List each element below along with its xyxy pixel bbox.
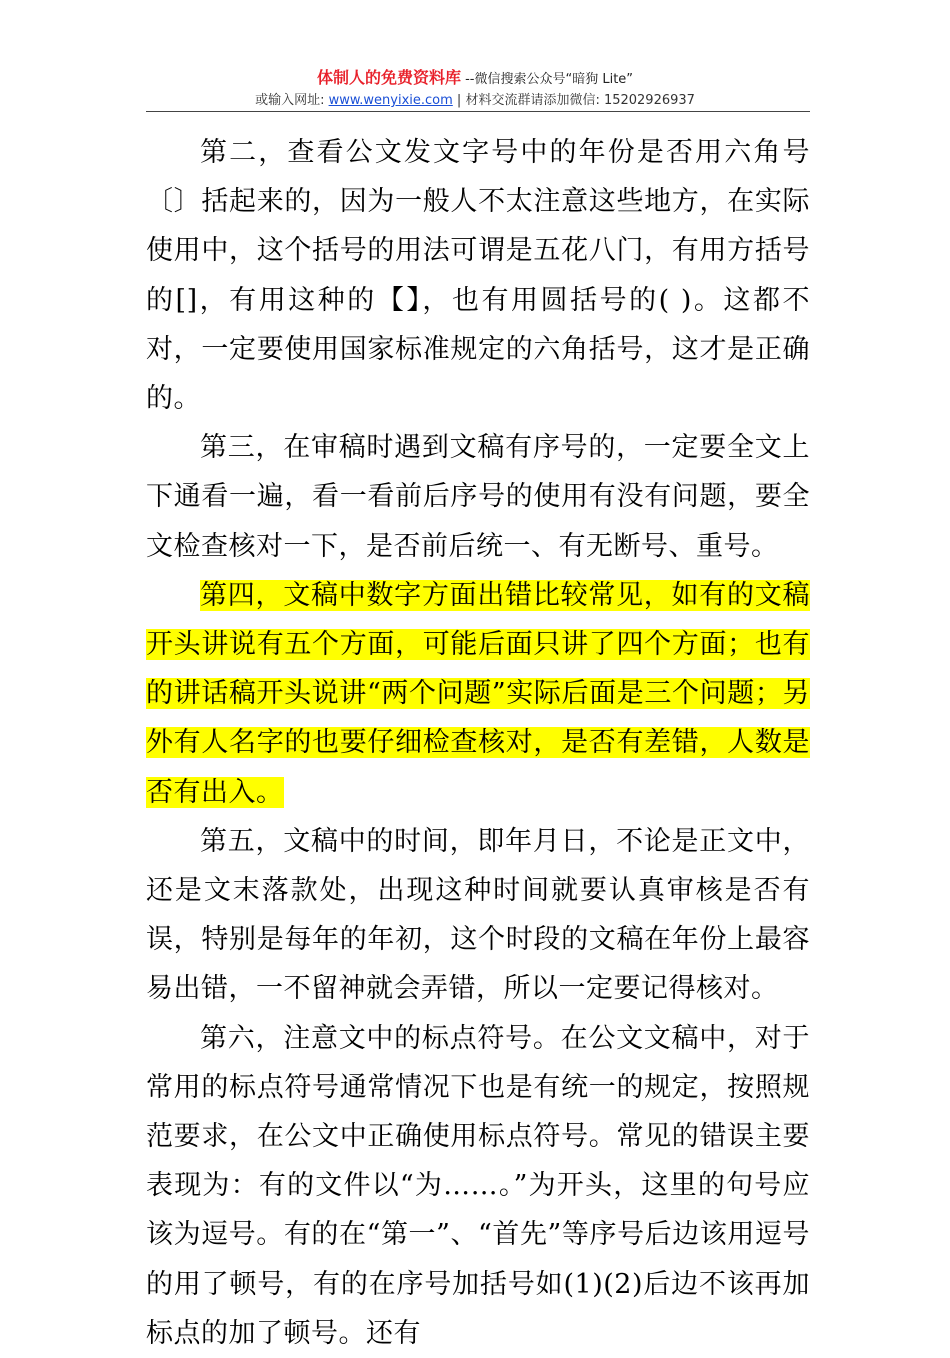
paragraph-4-highlighted xyxy=(146,571,810,817)
brand-title: 体制人的免费资料库 xyxy=(316,68,461,87)
paragraph-3 xyxy=(146,423,810,571)
header-line-2 xyxy=(0,92,950,110)
highlighted-text: 第四，文稿中数字方面出错比较常见，如有的文稿开头讲说有五个方面，可能后面只讲了四个方面；也有的讲话稿开头说讲“两个问题”实际后面是三个问题；另外有人名字的也要仔细检查核对，是否有差错，人数是否有出入。 xyxy=(146,579,810,808)
header-tagline: --微信搜索公众号“暗狗 Lite” xyxy=(460,72,634,87)
page-header xyxy=(0,68,950,110)
paragraph-6 xyxy=(146,1014,810,1358)
header-divider xyxy=(146,111,810,112)
paragraph-5 xyxy=(146,817,810,1014)
paragraph-2 xyxy=(146,128,810,423)
document-body xyxy=(146,128,810,1358)
paragraph-text: 第二，查看公文发文字号中的年份是否用六角号〔〕括起来的，因为一般人不太注意这些地方，在实际使用中，这个括号的用法可谓是五花八门，有用方括号的[]，有用这种的【】，也有用圆括号的( )。这都不对，一定要使用国家标准规定的六角括号，这才是正确的。 xyxy=(146,137,810,415)
paragraph-text: 第五，文稿中的时间，即年月日，不论是正文中，还是文末落款处，出现这种时间就要认真审核是否有误，特别是每年的年初，这个时段的文稿在年份上最容易出错，一不留神就会弄错，所以一定要记得核对。 xyxy=(146,825,810,1005)
paragraph-text: 第三，在审稿时遇到文稿有序号的，一定要全文上下通看一遍，看一看前后序号的使用有没有问题，要全文检查核对一下，是否前后统一、有无断号、重号。 xyxy=(146,432,810,562)
header-line-1 xyxy=(0,68,950,90)
paragraph-text: 第六，注意文中的标点符号。在公文文稿中，对于常用的标点符号通常情况下也是有统一的规定，按照规范要求，在公文中正确使用标点符号。常见的错误主要表现为：有的文件以“为……。”为开头，这里的句号应该为逗号。有的在“第一”、“首先”等序号后边该用逗号的用了顿号，有的在序号加括号如(1)(2)后边不该再加标点的加了顿号。还有 xyxy=(146,1022,810,1349)
website-link[interactable]: www.wenyixie.com xyxy=(328,93,453,108)
header-url-prefix: 或输入网址: xyxy=(255,93,329,108)
header-contact: | 材料交流群请添加微信: 15202926937 xyxy=(452,93,695,108)
